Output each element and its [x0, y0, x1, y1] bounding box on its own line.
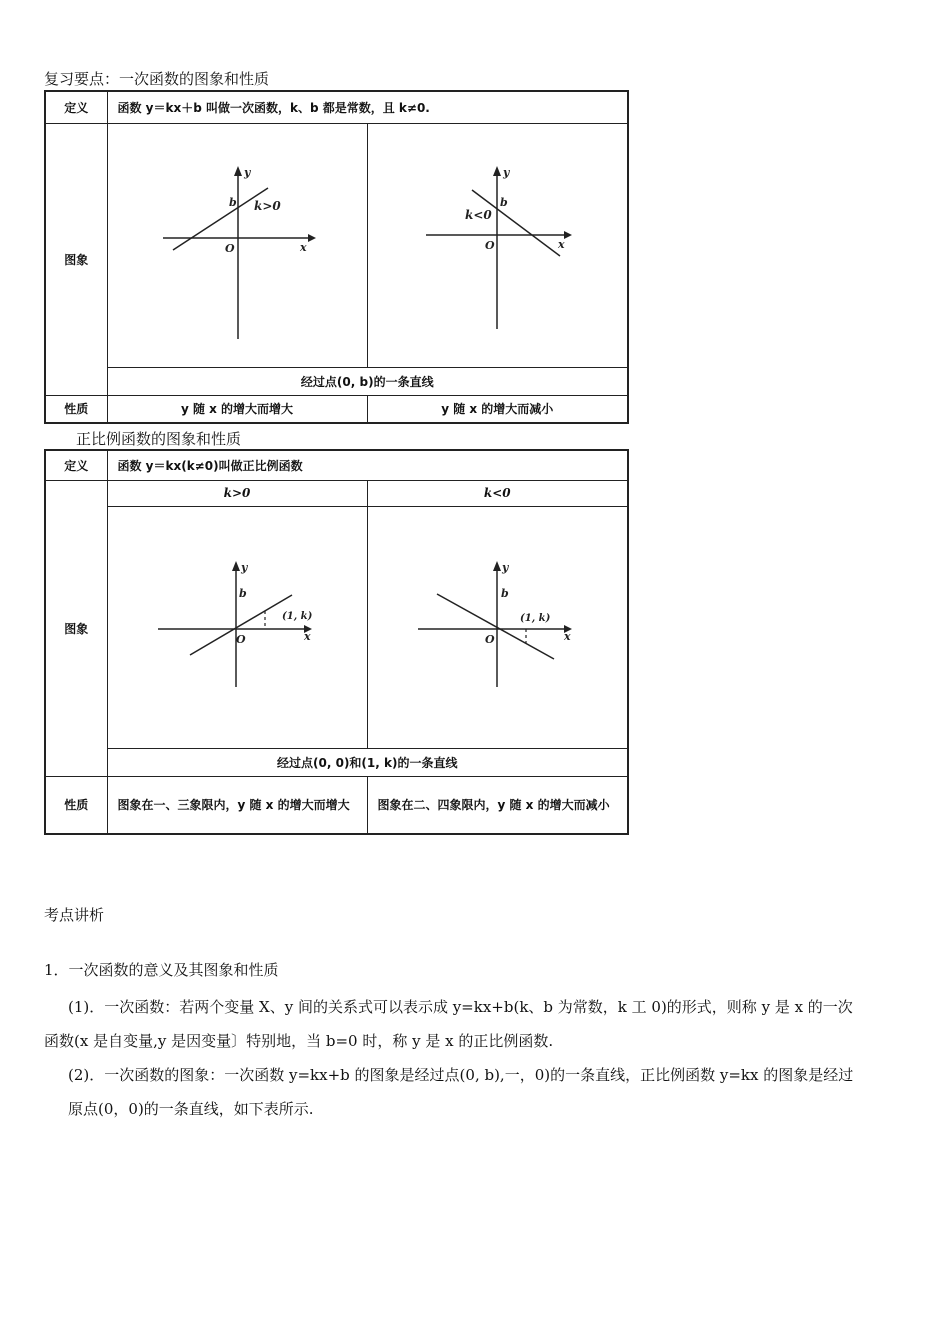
graph-k-negative [368, 124, 627, 364]
item-1-heading: 1．一次函数的意义及其图象和性质 [44, 961, 279, 979]
paragraph-1-line-2: 函数(x 是自变量,y 是因变量〕特别地，当 b=0 时，称 y 是 x 的正比例函数. [44, 1032, 554, 1050]
x-axis-label: x [299, 240, 307, 254]
point-1k-label: (1, k) [519, 612, 550, 624]
graph-proportional-k-positive [108, 507, 366, 745]
x-axis-label: x [557, 237, 565, 251]
property-quadrant-1-3: 图象在一、三象限内，y 随 x 的增大而增大 [107, 776, 367, 834]
origin-label: O [484, 632, 495, 646]
definition-label: 定义 [45, 91, 107, 123]
section1-title: 复习要点：一次函数的图象和性质 [44, 70, 270, 88]
graph-cell-k-negative [367, 123, 628, 367]
graph-k-positive [108, 124, 366, 364]
k-negative-header: k<0 [367, 480, 628, 506]
property-quadrant-2-4: 图象在二、四象限内，y 随 x 的增大而减小 [367, 776, 628, 834]
point-1k-label: (1, k) [281, 610, 312, 622]
origin-label: O [224, 241, 235, 255]
graph-cell-k-positive [107, 506, 367, 748]
definition-label: 定义 [45, 450, 107, 480]
definition-text: 函数 y＝kx(k≠0)叫做正比例函数 [107, 450, 628, 480]
y-axis-label: y [240, 560, 247, 574]
definition-text: 函数 y＝kx＋b 叫做一次函数，k、b 都是常数，且 k≠0. [107, 91, 628, 123]
intercept-b-label: b [499, 195, 508, 209]
kaodian-title: 考点讲析 [44, 906, 105, 924]
b-label: b [238, 586, 247, 600]
graph-cell-k-positive [107, 123, 367, 367]
intercept-b-label: b [228, 195, 237, 209]
property-decreasing: y 随 x 的增大而减小 [367, 395, 628, 423]
x-axis-label: x [563, 629, 571, 643]
b-label: b [500, 586, 509, 600]
origin-label: O [235, 632, 246, 646]
y-axis-label: y [501, 560, 508, 574]
k-positive-header: k>0 [107, 480, 367, 506]
graph-cell-k-negative [367, 506, 628, 748]
paragraph-1-line-1: (1)．一次函数：若两个变量 X、y 间的关系式可以表示成 y=kx+b(k、b 为常数，k 工 0)的形式，则称 y 是 x 的一次 [68, 998, 853, 1016]
k-condition-label: k>0 [253, 198, 281, 213]
property-increasing: y 随 x 的增大而增大 [107, 395, 367, 423]
x-axis-label: x [303, 629, 311, 643]
origin-label: O [484, 238, 495, 252]
graph-proportional-k-negative [368, 507, 627, 745]
common-property: 经过点(0, 0)和(1, k)的一条直线 [107, 748, 628, 776]
paragraph-2-line-1: (2)．一次函数的图象：一次函数 y=kx+b 的图象是经过点(0, b),一，0)的一条直线，正比例函数 y=kx 的图象是经过 [68, 1066, 854, 1084]
paragraph-2-line-2: 原点(0，0)的一条直线，如下表所示. [68, 1100, 314, 1118]
property-label: 性质 [45, 776, 107, 834]
linear-function-table [44, 90, 629, 424]
property-label: 性质 [45, 395, 107, 423]
graph-label: 图象 [45, 480, 107, 776]
y-axis-label: y [243, 165, 250, 179]
section2-title: 正比例函数的图象和性质 [76, 430, 242, 448]
graph-label: 图象 [45, 123, 107, 395]
proportional-function-table [44, 449, 629, 835]
common-property: 经过点(0, b)的一条直线 [107, 367, 628, 395]
y-axis-label: y [502, 165, 509, 179]
k-condition-label: k<0 [464, 207, 492, 222]
